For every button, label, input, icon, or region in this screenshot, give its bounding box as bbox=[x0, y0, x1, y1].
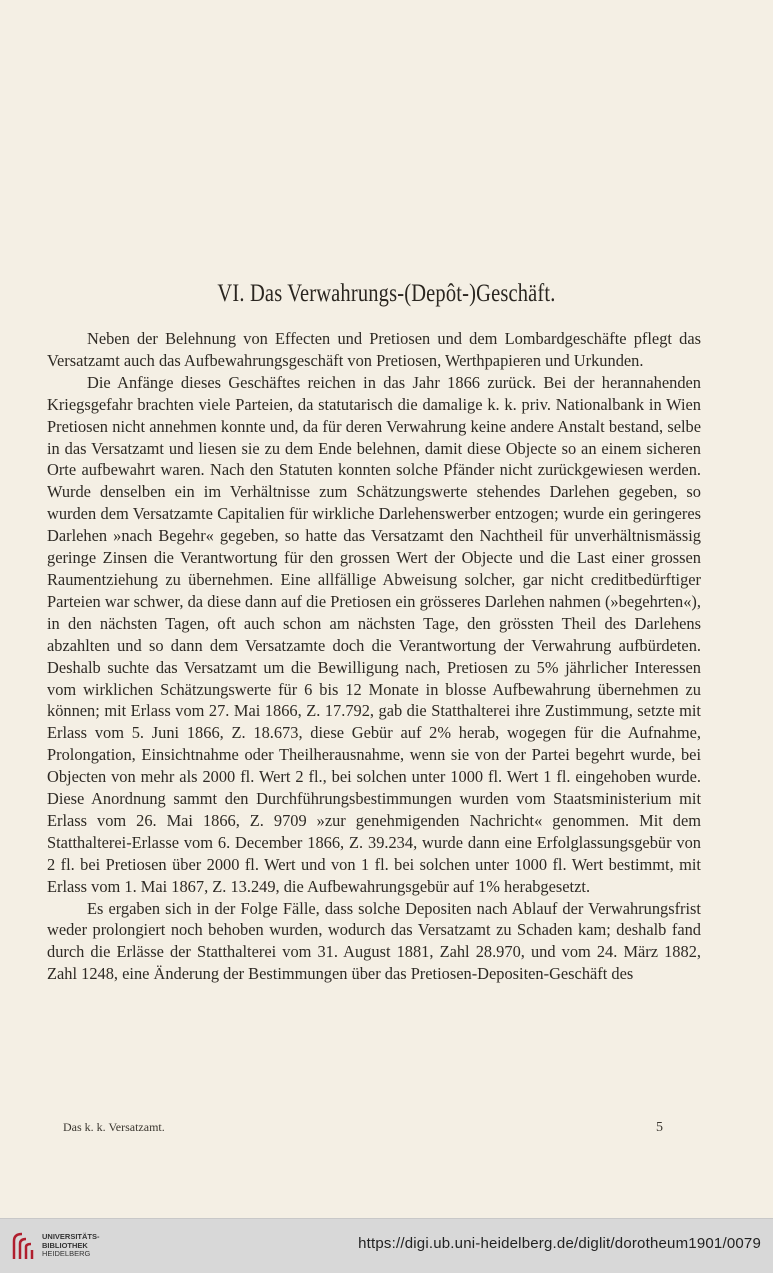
footer-signature: Das k. k. Versatzamt. bbox=[63, 1120, 165, 1134]
permalink-url[interactable]: https://digi.ub.uni-heidelberg.de/diglit/dorotheum1901/0079 bbox=[358, 1235, 761, 1252]
paragraph: Neben der Belehnung von Effecten und Pretiosen und dem Lombardgeschäfte pflegt das Versatzamt auch das Aufbewahrungsgeschäft von Pretiosen, Werthpapieren und Urkunden. bbox=[47, 329, 701, 370]
library-name-line: BIBLIOTHEK bbox=[42, 1240, 88, 1250]
paragraph: Es ergaben sich in der Folge Fälle, dass solche Depositen nach Ablauf der Verwahrungsfrist weder prolongiert noch behoben wurden, wodurch das Versatzamt zu Schaden kam; deshalb fand durch die Erlässe der Statthalterei vom 31. August 1881, Zahl 28.970, und vom 24. März 1882, Zahl 1248, eine Änderung der Bestimmungen über das Pretiosen-Depositen-Geschäft des bbox=[47, 898, 701, 984]
library-name-line: UNIVERSITÄTS- bbox=[42, 1232, 100, 1241]
viewer-bottom-bar bbox=[0, 1218, 773, 1273]
library-name-line: HEIDELBERG bbox=[42, 1249, 91, 1258]
library-logo-icon[interactable] bbox=[10, 1231, 38, 1261]
page-number: 5 bbox=[656, 1120, 663, 1135]
section-heading: VI. Das Verwahrungs-(Depôt-)Geschäft. bbox=[217, 280, 556, 307]
paragraph: Die Anfänge dieses Geschäftes reichen in das Jahr 1866 zurück. Bei der herannahenden Kriegsgefahr brachten viele Parteien, da statutarisch die damalige k. k. priv. Nationalbank in Wien Pretiosen nicht annehmen konnte und, da für deren Verwahrung keine andere Anstalt bestand, selbe in das Versatzamt und liesen sie zu dem Ende belehnen, damit diese Objecte so an einem sicheren Orte aufbewahrt waren. Nach den Statuten konnten solche Pfänder nicht zurückgewiesen werden. Wurde denselben ein im Verhältnisse zum Schätzungswerte stehendes Darlehen gegeben, so wurden dem Versatzamte Capitalien für wirkliche Darlehenswerber entzogen; wurde ein geringeres Darlehen »nach Begehr« gegeben, so hatte das Versatzamt den Nachtheil für unverhältnismässig geringe Zinsen die Verantwortung für den grossen Wert der Objecte und die Last einer grossen Raumentziehung zu übernehmen. Eine allfällige Abweisung solcher, gar nicht creditbedürftiger Parteien war schwer, da diese dann auf die Pretiosen ein grösseres Darlehen nahmen (»begehrten«), in den nächsten Tagen, oft auch schon am nächsten Tage, den grössten Theil des Darlehens abzahlten und so dann dem Versatzamte doch die Verantwortung der Verwahrung aufbürdeten. Deshalb suchte das Versatzamt um die Bewilligung nach, Pretiosen zu 5% jährlicher Interessen vom wirklichen Schätzungswerte für 6 bis 12 Monate in blosse Aufbewahrung übernehmen zu können; mit Erlass vom 27. Mai 1866, Z. 17.792, gab die Statthalterei ihre Zustimmung, setzte mit Erlass vom 5. Juni 1866, Z. 18.673, diese Gebür auf 2% herab, wogegen für die Aufnahme, Prolongation, Einsichtnahme oder Theilherausnahme, wenn sie von der Partei begehrt wurde, bei Objecten von mehr als 2000 fl. Wert 2 fl., bei solchen unter 1000 fl. Wert 1 fl. eingehoben wurde. Diese Anordnung sammt den Durchführungsbestimmungen wurden vom Staatsministerium mit Erlass vom 26. Mai 1866, Z. 9709 »zur genehmigenden Nachricht« genommen. Mit dem Statthalterei-Erlasse vom 6. December 1866, Z. 39.234, wurde dann eine Erfolglassungsgebür von 2 fl. bei Pretiosen über 2000 fl. Wert und von 1 fl. bei solchen unter 1000 fl. Wert bestimmt, mit Erlass vom 1. Mai 1867, Z. 13.249, die Aufbewahrungsgebür auf 1% herabgesetzt. bbox=[47, 372, 701, 896]
body-text bbox=[47, 328, 701, 985]
library-name bbox=[42, 1233, 100, 1259]
page-footer bbox=[63, 1120, 663, 1135]
